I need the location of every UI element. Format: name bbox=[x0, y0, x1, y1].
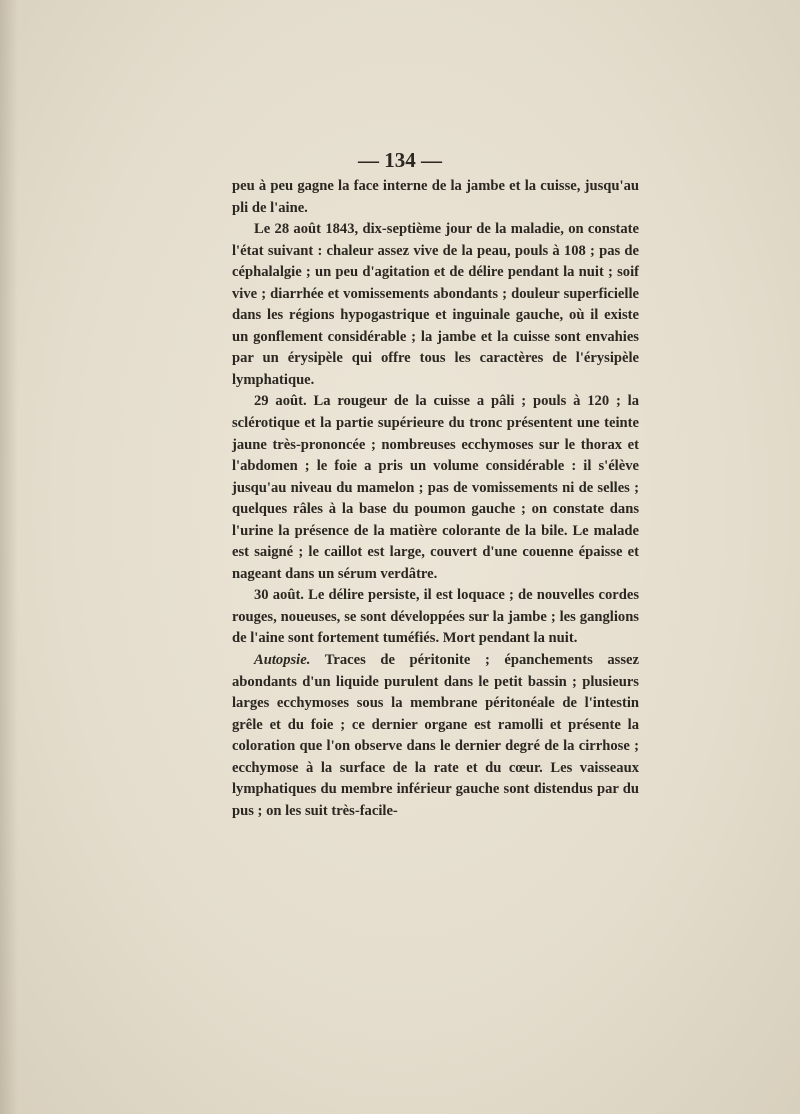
section-lead: Autopsie. bbox=[254, 652, 311, 669]
paragraph: peu à peu gagne la face interne de la jambe et la cuisse, jusqu'au pli de l'aine. bbox=[232, 178, 639, 216]
body-text bbox=[232, 176, 639, 822]
paragraph bbox=[232, 650, 639, 822]
page-number: — 134 — bbox=[358, 148, 442, 172]
paragraph: Le 28 août 1843, dix-septième jour de la maladie, on constate l'état suivant : chaleur assez vive de la peau, pouls à 108 ; pas de céphalalgie ; un peu d'agitation et de délire pendant la nuit ; soif vive ; diarrhée et vomissements abondants ; douleur superficielle dans les régions hypogastrique et inguinale gauche, où il existe un gonflement considérable ; la jambe et la cuisse sont envahies par un érysipèle qui offre tous les caractères de l'érysipèle lymphatique. bbox=[232, 221, 639, 388]
paragraph: 29 août. La rougeur de la cuisse a pâli ; pouls à 120 ; la sclérotique et la partie supérieure du tronc présentent une teinte jaune très-prononcée ; nombreuses ecchymoses sur le thorax et l'abdomen ; le foie a pris un volume considérable : il s'élève jusqu'au niveau du mamelon ; pas de vomissements ni de selles ; quelques râles à la base du poumon gauche ; on constate dans l'urine la présence de la matière colorante de la bile. Le malade est saigné ; le caillot est large, couvert d'une couenne épaisse et nageant dans un sérum verdâtre. bbox=[232, 393, 639, 582]
paragraph-text: Traces de péritonite ; épanchements assez abondants d'un liquide purulent dans le petit bassin ; plusieurs larges ecchymoses sous la membrane péritonéale de l'intestin grêle et du foie ; ce dernier organe est ramolli et présente la coloration que l'on observe dans le dernier degré de la cirrhose ; ecchymose à la surface de la rate et du cœur. Les vaisseaux lymphatiques du membre inférieur gauche sont distendus par du pus ; on les suit très-facile- bbox=[232, 652, 639, 819]
paragraph: 30 août. Le délire persiste, il est loquace ; de nouvelles cordes rouges, noueuses, se sont développées sur la jambe ; les ganglions de l'aine sont fortement tuméfiés. Mort pendant la nuit. bbox=[232, 587, 639, 647]
